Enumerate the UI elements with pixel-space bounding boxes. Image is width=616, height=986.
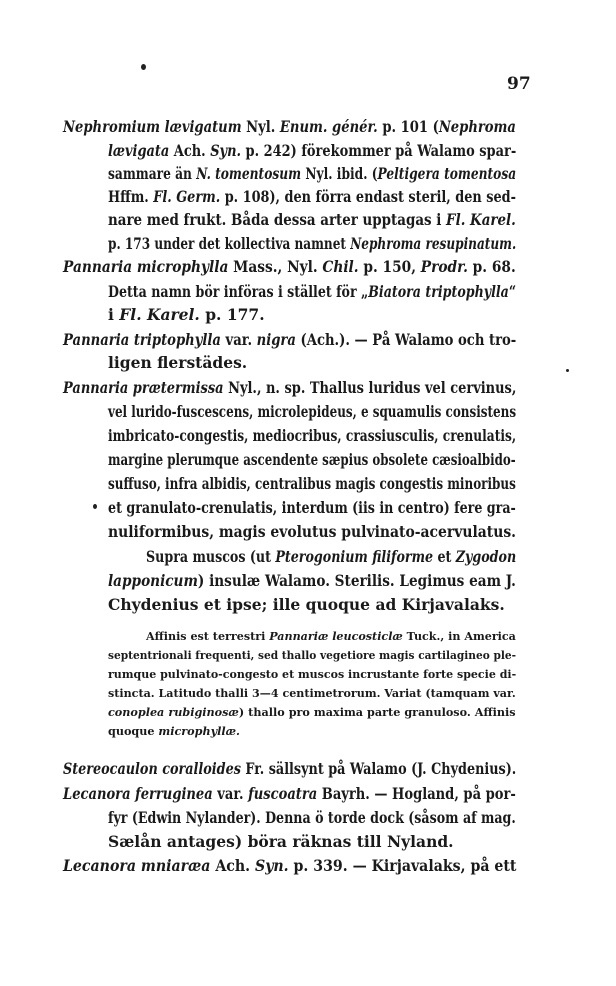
italic-text: Syn.	[210, 141, 242, 160]
italic-text: Syn.	[254, 856, 289, 875]
italic-text: lævigata	[108, 141, 170, 160]
text-span: Nyl.	[241, 117, 280, 136]
text-span: p. 108), den förra endast steril, den sed-	[220, 187, 516, 206]
italic-text: Nephromium lævigatum	[63, 117, 242, 136]
text-line	[108, 428, 516, 444]
text-line	[108, 650, 516, 661]
text-span: Supra muscos (ut	[146, 547, 276, 566]
italic-text: Stereocaulon coralloides	[63, 759, 241, 778]
italic-text: microphyllæ.	[158, 724, 240, 738]
text-span: Affinis est terrestri	[146, 629, 270, 643]
text-span: “	[508, 282, 517, 301]
text-span: sammare än	[108, 164, 197, 183]
text-span: Nyl., n. sp. Thallus luridus vel cervinus,	[223, 378, 517, 397]
text-span: Ach.	[210, 856, 255, 875]
italic-text: Nephroma resupinatum.	[350, 234, 517, 253]
text-span: ligen flerstädes.	[108, 353, 248, 372]
text-span: Tuck., in America	[402, 629, 516, 643]
italic-text: Pannariæ leucosticlæ	[269, 629, 403, 643]
text-line	[108, 834, 454, 850]
text-span: p. 339. — Kirjavalaks, på ett	[288, 856, 517, 875]
text-span: Fr. sällsynt på Walamo (J. Chydenius).	[240, 759, 517, 778]
text-span: imbricato-congestis, mediocribus, crassiusculis, crenulatis,	[108, 426, 517, 445]
text-span: Ach.	[169, 141, 211, 160]
text-line	[108, 166, 516, 182]
text-span: (Ach.). — På Walamo och tro-	[295, 330, 517, 349]
text-span: nuliformibus, magis evolutus pulvinato-acervulatus.	[108, 522, 517, 541]
text-span: vel lurido-fuscescens, microlepideus, e squamulis consistens	[108, 402, 517, 421]
text-line	[108, 284, 516, 300]
italic-text: fuscoatra	[248, 784, 318, 803]
text-span: Nyl. ibid. (	[301, 164, 378, 183]
text-line	[108, 236, 516, 252]
italic-text: Pterogonium filiforme	[275, 547, 434, 566]
text-line	[108, 810, 516, 826]
italic-text: Enum. génér.	[279, 117, 378, 136]
text-line	[108, 212, 516, 228]
text-line	[108, 452, 516, 468]
text-span: ) thallo pro maxima parte granuloso. Affinis	[238, 705, 516, 719]
text-span: p. 150,	[358, 257, 421, 276]
text-span: Sælån antages) böra räknas till Nyland.	[108, 832, 454, 851]
text-line	[63, 786, 516, 802]
text-span: p. 101 (	[377, 117, 439, 136]
text-line	[108, 573, 516, 589]
text-span: var.	[212, 784, 249, 803]
italic-text: Zygodon	[455, 547, 517, 566]
text-line	[108, 404, 516, 420]
text-line	[108, 707, 516, 718]
text-span: fyr (Edwin Nylander). Denna ö torde dock (såsom af mag.	[108, 808, 516, 827]
text-span: Chydenius et ipse; ille quoque ad Kirjavalaks.	[108, 595, 505, 614]
italic-text: Pannaria triptophylla	[63, 330, 221, 349]
text-line	[146, 631, 516, 642]
text-span: et granulato-crenulatis, interdum (iis in centro) fere gra-	[108, 498, 516, 517]
print-speck	[141, 64, 146, 70]
italic-text: Pannaria prætermissa	[63, 378, 224, 397]
italic-text: Lecanora mniaræa	[63, 856, 211, 875]
text-span: Mass., Nyl.	[228, 257, 323, 276]
italic-text: nigra	[256, 330, 296, 349]
italic-text: Chil.	[322, 257, 359, 276]
text-line	[108, 524, 516, 540]
text-span: p. 242) förekommer på Walamo spar-	[241, 141, 517, 160]
text-span: Detta namn bör införas i stället för „	[108, 282, 369, 301]
italic-text: Pannaria microphylla	[63, 257, 229, 276]
italic-text: Fl. Karel.	[119, 305, 200, 324]
text-span: p. 68.	[467, 257, 516, 276]
italic-text: lapponicum	[108, 571, 198, 590]
text-line	[108, 476, 516, 492]
italic-text: Fl. Germ.	[153, 187, 221, 206]
text-line	[108, 597, 505, 613]
text-line	[108, 355, 247, 371]
italic-text: Biatora triptophylla	[368, 282, 509, 301]
text-span: septentrionali frequenti, sed thallo vegetiore magis cartilagineo ple-	[108, 648, 517, 662]
italic-text: N. tomentosum	[196, 164, 302, 183]
text-line	[63, 119, 516, 135]
text-span: p. 177.	[199, 305, 265, 324]
text-line	[63, 259, 516, 275]
text-span: margine plerumque ascendente sæpius obsolete cæsioalbido-	[108, 450, 516, 469]
italic-text: Lecanora ferruginea	[63, 784, 213, 803]
text-line	[108, 688, 516, 699]
text-line	[146, 549, 516, 565]
print-speck	[93, 504, 97, 509]
text-span: quoque	[108, 724, 159, 738]
text-line	[63, 380, 516, 396]
text-span: et	[433, 547, 456, 566]
text-span: Hffm.	[108, 187, 154, 206]
page-number: 97	[507, 74, 531, 94]
text-span: Bayrh. — Hogland, på por-	[317, 784, 516, 803]
italic-text: conoplea rubiginosæ	[108, 705, 239, 719]
text-line	[108, 669, 516, 680]
text-span: suffuso, infra albidis, centralibus magis congestis minoribus	[108, 474, 516, 493]
text-span: p. 173 under det kollectiva namnet	[108, 234, 351, 253]
text-line	[108, 500, 516, 516]
text-line	[108, 189, 516, 205]
italic-text: Prodr.	[420, 257, 468, 276]
text-span: stincta. Latitudo thalli 3—4 centimetrorum. Variat (tamquam var.	[108, 686, 516, 700]
print-speck	[566, 369, 569, 372]
text-span: var.	[220, 330, 257, 349]
text-line	[108, 726, 240, 737]
text-line	[63, 761, 516, 777]
text-line	[108, 307, 265, 323]
italic-text: Fl. Karel.	[446, 210, 516, 229]
text-line	[108, 143, 516, 159]
text-span: nare med frukt. Båda dessa arter upptagas i	[108, 210, 447, 229]
italic-text: Peltigera tomentosa	[377, 164, 517, 183]
text-line	[63, 332, 516, 348]
text-line	[63, 858, 516, 874]
text-span: rumque pulvinato-congesto et muscos incrustante forte specie di-	[108, 667, 517, 681]
italic-text: Nephroma	[438, 117, 516, 136]
text-span: i	[108, 305, 120, 324]
text-span: ) insulæ Walamo. Sterilis. Legimus eam J.	[197, 571, 516, 590]
